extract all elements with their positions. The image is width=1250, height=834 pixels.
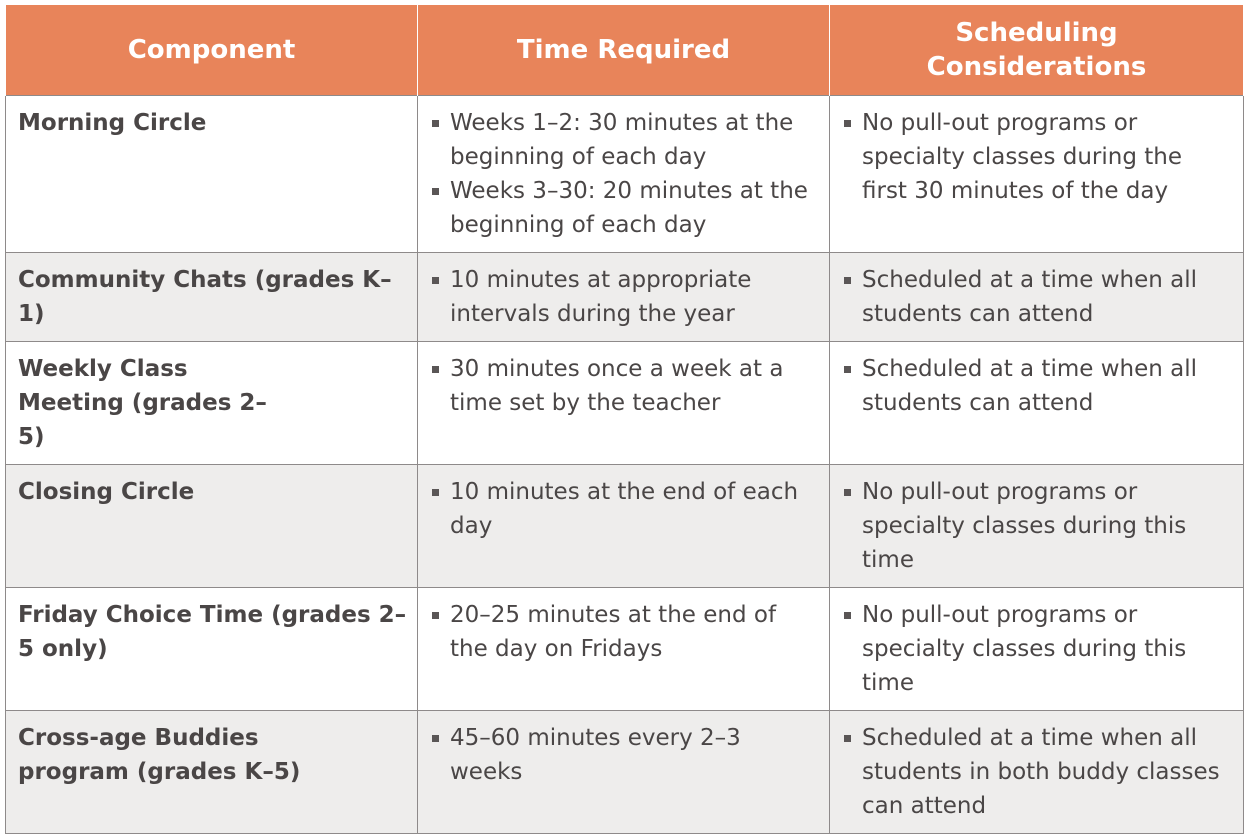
list-item: 20–25 minutes at the end of the day on Fridays xyxy=(430,598,819,666)
list-item: Weeks 1–2: 30 minutes at the beginning of each day xyxy=(430,106,819,174)
time-cell xyxy=(418,341,830,464)
scheduling-list xyxy=(842,352,1233,420)
header-scheduling-text: Scheduling Considerations xyxy=(926,17,1147,82)
component-name: Community Chats (grades K–1) xyxy=(18,266,392,327)
list-item: 10 minutes at appropriate intervals during the year xyxy=(430,263,819,331)
time-list xyxy=(430,263,819,331)
header-time-required: Time Required xyxy=(418,5,830,95)
component-cell xyxy=(6,95,418,252)
table-row xyxy=(6,341,1244,464)
table-row xyxy=(6,710,1244,833)
list-item: Scheduled at a time when all students can attend xyxy=(842,352,1233,420)
time-list xyxy=(430,475,819,543)
table-row xyxy=(6,252,1244,341)
component-cell xyxy=(6,341,418,464)
header-component: Component xyxy=(6,5,418,95)
time-cell xyxy=(418,464,830,587)
list-item: 30 minutes once a week at a time set by the teacher xyxy=(430,352,819,420)
time-cell xyxy=(418,587,830,710)
time-cell xyxy=(418,710,830,833)
time-cell xyxy=(418,252,830,341)
scheduling-cell xyxy=(830,252,1244,341)
list-item: Scheduled at a time when all students in both buddy classes can attend xyxy=(842,721,1233,823)
list-item: 10 minutes at the end of each day xyxy=(430,475,819,543)
header-scheduling-considerations xyxy=(830,5,1244,95)
component-cell xyxy=(6,252,418,341)
scheduling-cell xyxy=(830,341,1244,464)
time-cell xyxy=(418,95,830,252)
time-list xyxy=(430,106,819,242)
scheduling-cell xyxy=(830,710,1244,833)
list-item: Weeks 3–30: 20 minutes at the beginning of each day xyxy=(430,174,819,242)
component-name: Morning Circle xyxy=(18,109,207,136)
scheduling-list xyxy=(842,721,1233,823)
scheduling-list xyxy=(842,106,1233,208)
table-row xyxy=(6,587,1244,710)
scheduling-cell xyxy=(830,464,1244,587)
component-name: Weekly Class Meeting (grades 2–5) xyxy=(18,355,267,450)
time-list xyxy=(430,598,819,666)
table-header-row xyxy=(6,5,1244,95)
scheduling-cell xyxy=(830,95,1244,252)
scheduling-cell xyxy=(830,587,1244,710)
list-item: No pull-out programs or specialty classes during this time xyxy=(842,475,1233,577)
component-name: Cross-age Buddies program (grades K–5) xyxy=(18,724,301,785)
scheduling-list xyxy=(842,475,1233,577)
list-item: No pull-out programs or specialty classes during this time xyxy=(842,598,1233,700)
component-cell xyxy=(6,587,418,710)
table-row xyxy=(6,464,1244,587)
list-item: No pull-out programs or specialty classes during the first 30 minutes of the day xyxy=(842,106,1233,208)
list-item: Scheduled at a time when all students can attend xyxy=(842,263,1233,331)
component-cell xyxy=(6,710,418,833)
scheduling-list xyxy=(842,263,1233,331)
component-name: Closing Circle xyxy=(18,478,195,505)
component-name: Friday Choice Time (grades 2–5 only) xyxy=(18,601,407,662)
list-item: 45–60 minutes every 2–3 weeks xyxy=(430,721,770,789)
time-list xyxy=(430,721,819,789)
table-row xyxy=(6,95,1244,252)
scheduling-list xyxy=(842,598,1233,700)
schedule-table xyxy=(5,5,1244,834)
time-list xyxy=(430,352,819,420)
component-cell xyxy=(6,464,418,587)
